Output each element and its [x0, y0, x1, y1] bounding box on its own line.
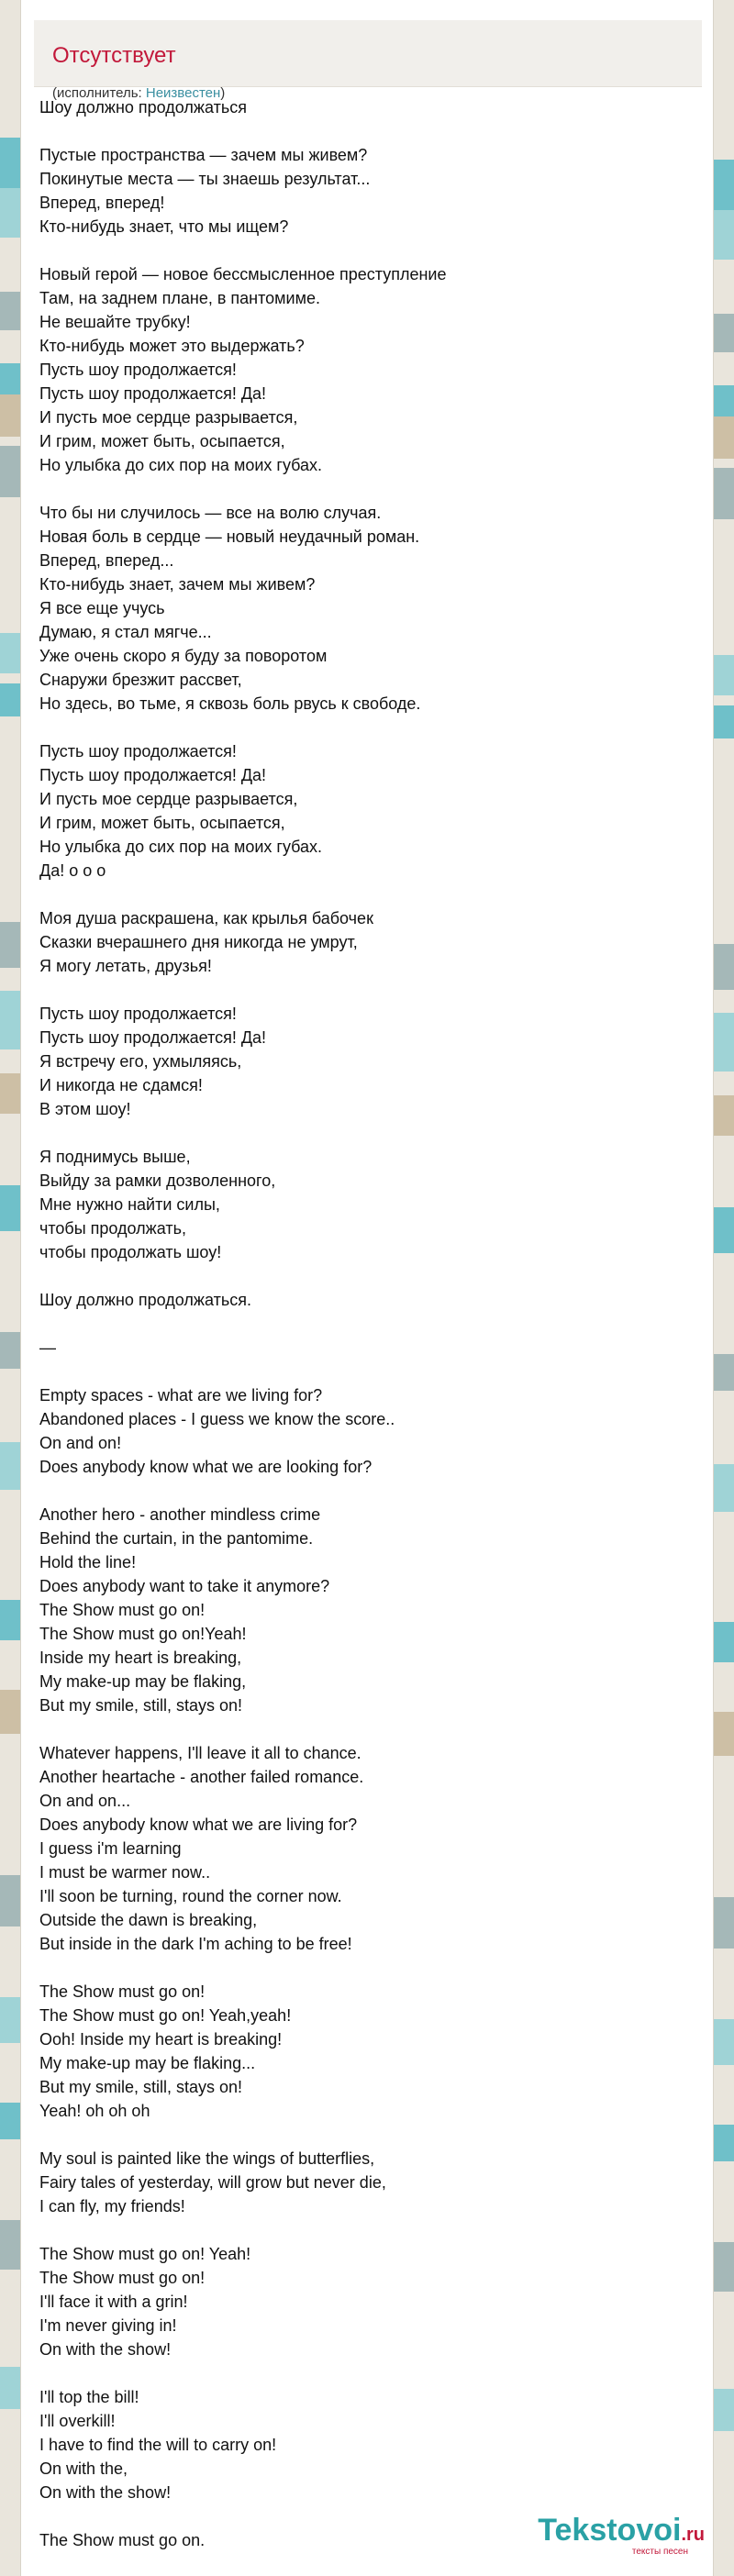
lyrics-line: Покинутые места — ты знаешь результат...: [39, 170, 371, 188]
song-title: Отсутствует: [52, 43, 176, 68]
decorative-stripe: [714, 2242, 734, 2292]
lyrics-line: чтобы продолжать,: [39, 1219, 186, 1238]
lyrics-line: Пусть шоу продолжается!: [39, 361, 237, 379]
lyrics-line: Another hero - another mindless crime: [39, 1505, 321, 1524]
lyrics-line: Вперед, вперед!: [39, 194, 165, 212]
decorative-stripe: [714, 314, 734, 352]
decorative-stripe: [0, 1185, 20, 1231]
lyrics-line: Что бы ни случилось — все на волю случая.: [39, 504, 382, 522]
lyrics-line: Пустые пространства — зачем мы живем?: [39, 146, 368, 164]
lyrics-line: Я поднимусь выше,: [39, 1148, 191, 1166]
right-decorative-stripes: [714, 0, 734, 2576]
decorative-stripe: [0, 394, 20, 437]
lyrics-line: On with the show!: [39, 2483, 172, 2502]
lyrics-line: I'll overkill!: [39, 2412, 116, 2430]
artist-link[interactable]: Неизвестен: [145, 85, 221, 101]
lyrics-line: The Show must go on! Yeah!: [39, 2245, 251, 2263]
lyrics-line: —: [39, 1338, 56, 1357]
lyrics-line: Не вешайте трубку!: [39, 313, 191, 331]
lyrics-line: I can fly, my friends!: [39, 2197, 185, 2215]
decorative-stripe: [714, 1464, 734, 1512]
logo-tld: .ru: [681, 2525, 705, 2545]
lyrics-line: Кто-нибудь может это выдержать?: [39, 337, 305, 355]
lyrics-line: Inside my heart is breaking,: [39, 1649, 242, 1667]
decorative-stripe: [714, 160, 734, 211]
lyrics-line: Behind the curtain, in the pantomime.: [39, 1529, 314, 1548]
decorative-stripe: [0, 1073, 20, 1114]
decorative-stripe: [714, 2389, 734, 2431]
lyrics-stanza: [39, 1980, 682, 2123]
lyrics-line: Another heartache - another failed romance.: [39, 1768, 364, 1786]
decorative-stripe: [0, 292, 20, 330]
decorative-stripe: [0, 1875, 20, 1926]
decorative-stripe: [0, 446, 20, 497]
lyrics-line: Моя душа раскрашена, как крылья бабочек: [39, 909, 373, 927]
lyrics-line: И грим, может быть, осыпается,: [39, 814, 285, 832]
lyrics-line: Пусть шоу продолжается! Да!: [39, 766, 267, 784]
artist-suffix: ): [220, 85, 226, 101]
lyrics-line: The Show must go on!Yeah!: [39, 1625, 247, 1643]
lyrics-line: И никогда не сдамся!: [39, 1076, 203, 1094]
lyrics-line: Но улыбка до сих пор на моих губах.: [39, 838, 323, 856]
decorative-stripe: [0, 1442, 20, 1490]
lyrics-line: В этом шоу!: [39, 1100, 131, 1118]
lyrics-line: Вперед, вперед...: [39, 551, 174, 570]
left-decorative-stripes: [0, 0, 20, 2576]
lyrics-line: Fairy tales of yesterday, will grow but never die,: [39, 2173, 386, 2192]
lyrics-line: чтобы продолжать шоу!: [39, 1243, 222, 1261]
lyrics-line: Я все еще учусь: [39, 599, 165, 617]
lyrics-stanza: [39, 1336, 682, 1360]
lyrics-line: I guess i'm learning: [39, 1839, 182, 1858]
lyrics-line: I'll face it with a grin!: [39, 2293, 188, 2311]
lyrics-line: Шоу должно продолжаться.: [39, 1291, 251, 1309]
lyrics-line: The Show must go on! Yeah,yeah!: [39, 2006, 292, 2025]
decorative-stripe: [0, 991, 20, 1049]
song-header: [34, 20, 702, 101]
lyrics-line: Ooh! Inside my heart is breaking!: [39, 2030, 283, 2049]
decorative-stripe: [0, 922, 20, 968]
logo-main: Tekstovoi: [538, 2513, 682, 2548]
lyrics-line: I'll soon be turning, round the corner now.: [39, 1887, 342, 1905]
lyrics-line: Hold the line!: [39, 1553, 137, 1571]
lyrics-line: The Show must go on!: [39, 1601, 206, 1619]
lyrics-stanza: [39, 739, 682, 883]
lyrics-line: On with the show!: [39, 2340, 172, 2359]
decorative-stripe: [0, 2367, 20, 2409]
decorative-stripe: [0, 2103, 20, 2139]
lyrics-line: Но здесь, во тьме, я сквозь боль рвусь к свободе.: [39, 694, 421, 713]
lyrics-text: [39, 95, 682, 2576]
decorative-stripe: [0, 1600, 20, 1640]
site-logo[interactable]: [521, 2512, 705, 2557]
lyrics-line: И пусть мое сердце разрывается,: [39, 408, 298, 427]
lyrics-stanza: [39, 1002, 682, 1121]
lyrics-line: Кто-нибудь знает, что мы ищем?: [39, 217, 289, 236]
lyrics-line: On with the,: [39, 2459, 128, 2478]
lyrics-line: On and on...: [39, 1792, 131, 1810]
lyrics-line: Я встречу его, ухмыляясь,: [39, 1052, 242, 1071]
lyrics-line: Yeah! oh oh oh: [39, 2102, 150, 2120]
decorative-stripe: [714, 210, 734, 260]
decorative-stripe: [0, 1997, 20, 2043]
lyrics-line: Шоу должно продолжаться: [39, 98, 247, 117]
lyrics-line: Думаю, я стал мягче...: [39, 623, 212, 641]
lyrics-line: Новая боль в сердце — новый неудачный роман.: [39, 527, 420, 546]
artist-prefix: (исполнитель:: [52, 85, 146, 101]
lyrics-stanza: [39, 2242, 682, 2361]
decorative-stripe: [714, 2125, 734, 2161]
decorative-stripe: [714, 655, 734, 695]
decorative-stripe: [0, 1690, 20, 1734]
lyrics-stanza: [39, 906, 682, 978]
lyrics-line: The Show must go on.: [39, 2531, 206, 2549]
lyrics-line: My soul is painted like the wings of butterflies,: [39, 2149, 375, 2168]
lyrics-line: My make-up may be flaking...: [39, 2054, 256, 2072]
lyrics-line: Empty spaces - what are we living for?: [39, 1386, 323, 1405]
decorative-stripe: [0, 2220, 20, 2270]
decorative-stripe: [714, 1622, 734, 1662]
decorative-stripe: [714, 944, 734, 990]
lyrics-stanza: [39, 1503, 682, 1717]
lyrics-line: Пусть шоу продолжается! Да!: [39, 1028, 267, 1047]
decorative-stripe: [0, 138, 20, 189]
decorative-stripe: [714, 1095, 734, 1136]
lyrics-line: Сказки вчерашнего дня никогда не умрут,: [39, 933, 358, 951]
decorative-stripe: [714, 1013, 734, 1071]
lyrics-stanza: [39, 1741, 682, 1956]
lyrics-line: Но улыбка до сих пор на моих губах.: [39, 456, 323, 474]
lyrics-line: But my smile, still, stays on!: [39, 1696, 243, 1715]
lyrics-line: Does anybody want to take it anymore?: [39, 1577, 330, 1595]
decorative-stripe: [714, 2019, 734, 2065]
decorative-stripe: [0, 683, 20, 716]
lyrics-line: И грим, может быть, осыпается,: [39, 432, 285, 450]
lyrics-stanza: [39, 1383, 682, 1479]
lyrics-line: Новый герой — новое бессмысленное преступление: [39, 265, 447, 283]
lyrics-line: Пусть шоу продолжается! Да!: [39, 384, 267, 403]
lyrics-line: I'll top the bill!: [39, 2388, 139, 2406]
lyrics-line: Уже очень скоро я буду за поворотом: [39, 647, 328, 665]
decorative-stripe: [714, 1354, 734, 1391]
lyrics-line: I'm never giving in!: [39, 2316, 177, 2335]
lyrics-line: Там, на заднем плане, в пантомиме.: [39, 289, 320, 307]
lyrics-line: But inside in the dark I'm aching to be free!: [39, 1935, 352, 1953]
lyrics-stanza: [39, 95, 682, 119]
lyrics-line: Outside the dawn is breaking,: [39, 1911, 258, 1929]
decorative-stripe: [0, 188, 20, 238]
lyrics-stanza: [39, 2147, 682, 2218]
lyrics-line: Мне нужно найти силы,: [39, 1195, 220, 1214]
lyrics-stanza: [39, 262, 682, 477]
lyrics-line: The Show must go on!: [39, 2269, 206, 2287]
lyrics-line: Снаружи брезжит рассвет,: [39, 671, 242, 689]
lyrics-stanza: [39, 143, 682, 239]
lyrics-line: Выйду за рамки дозволенного,: [39, 1171, 276, 1190]
lyrics-line: I must be warmer now..: [39, 1863, 211, 1882]
lyrics-line: On and on!: [39, 1434, 122, 1452]
decorative-stripe: [714, 416, 734, 459]
lyrics-line: Да! о о о: [39, 861, 106, 880]
lyrics-line: Does anybody know what we are living for?: [39, 1815, 358, 1834]
lyrics-line: Я могу летать, друзья!: [39, 957, 212, 975]
decorative-stripe: [714, 705, 734, 738]
lyrics-line: Пусть шоу продолжается!: [39, 1005, 237, 1023]
decorative-stripe: [0, 1332, 20, 1369]
lyrics-line: Does anybody know what we are looking for?: [39, 1458, 373, 1476]
lyrics-line: My make-up may be flaking,: [39, 1672, 247, 1691]
logo-tagline: тексты песен: [631, 2547, 688, 2557]
decorative-stripe: [714, 468, 734, 519]
lyrics-stanza: [39, 501, 682, 716]
lyrics-line: Пусть шоу продолжается!: [39, 742, 237, 761]
page-sheet: [20, 0, 714, 2576]
lyrics-stanza: [39, 2385, 682, 2504]
lyrics-line: The Show must go on!: [39, 1982, 206, 2001]
lyrics-line: Кто-нибудь знает, зачем мы живем?: [39, 575, 316, 594]
lyrics-line: I have to find the will to carry on!: [39, 2436, 277, 2454]
lyrics-stanza: [39, 1145, 682, 1264]
decorative-stripe: [714, 1897, 734, 1949]
decorative-stripe: [0, 633, 20, 673]
lyrics-line: Abandoned places - I guess we know the score..: [39, 1410, 395, 1428]
lyrics-line: But my smile, still, stays on!: [39, 2078, 243, 2096]
lyrics-line: И пусть мое сердце разрывается,: [39, 790, 298, 808]
lyrics-line: Whatever happens, I'll leave it all to chance.: [39, 1744, 361, 1762]
lyrics-stanza: [39, 1288, 682, 1312]
decorative-stripe: [714, 1207, 734, 1253]
decorative-stripe: [714, 1712, 734, 1756]
